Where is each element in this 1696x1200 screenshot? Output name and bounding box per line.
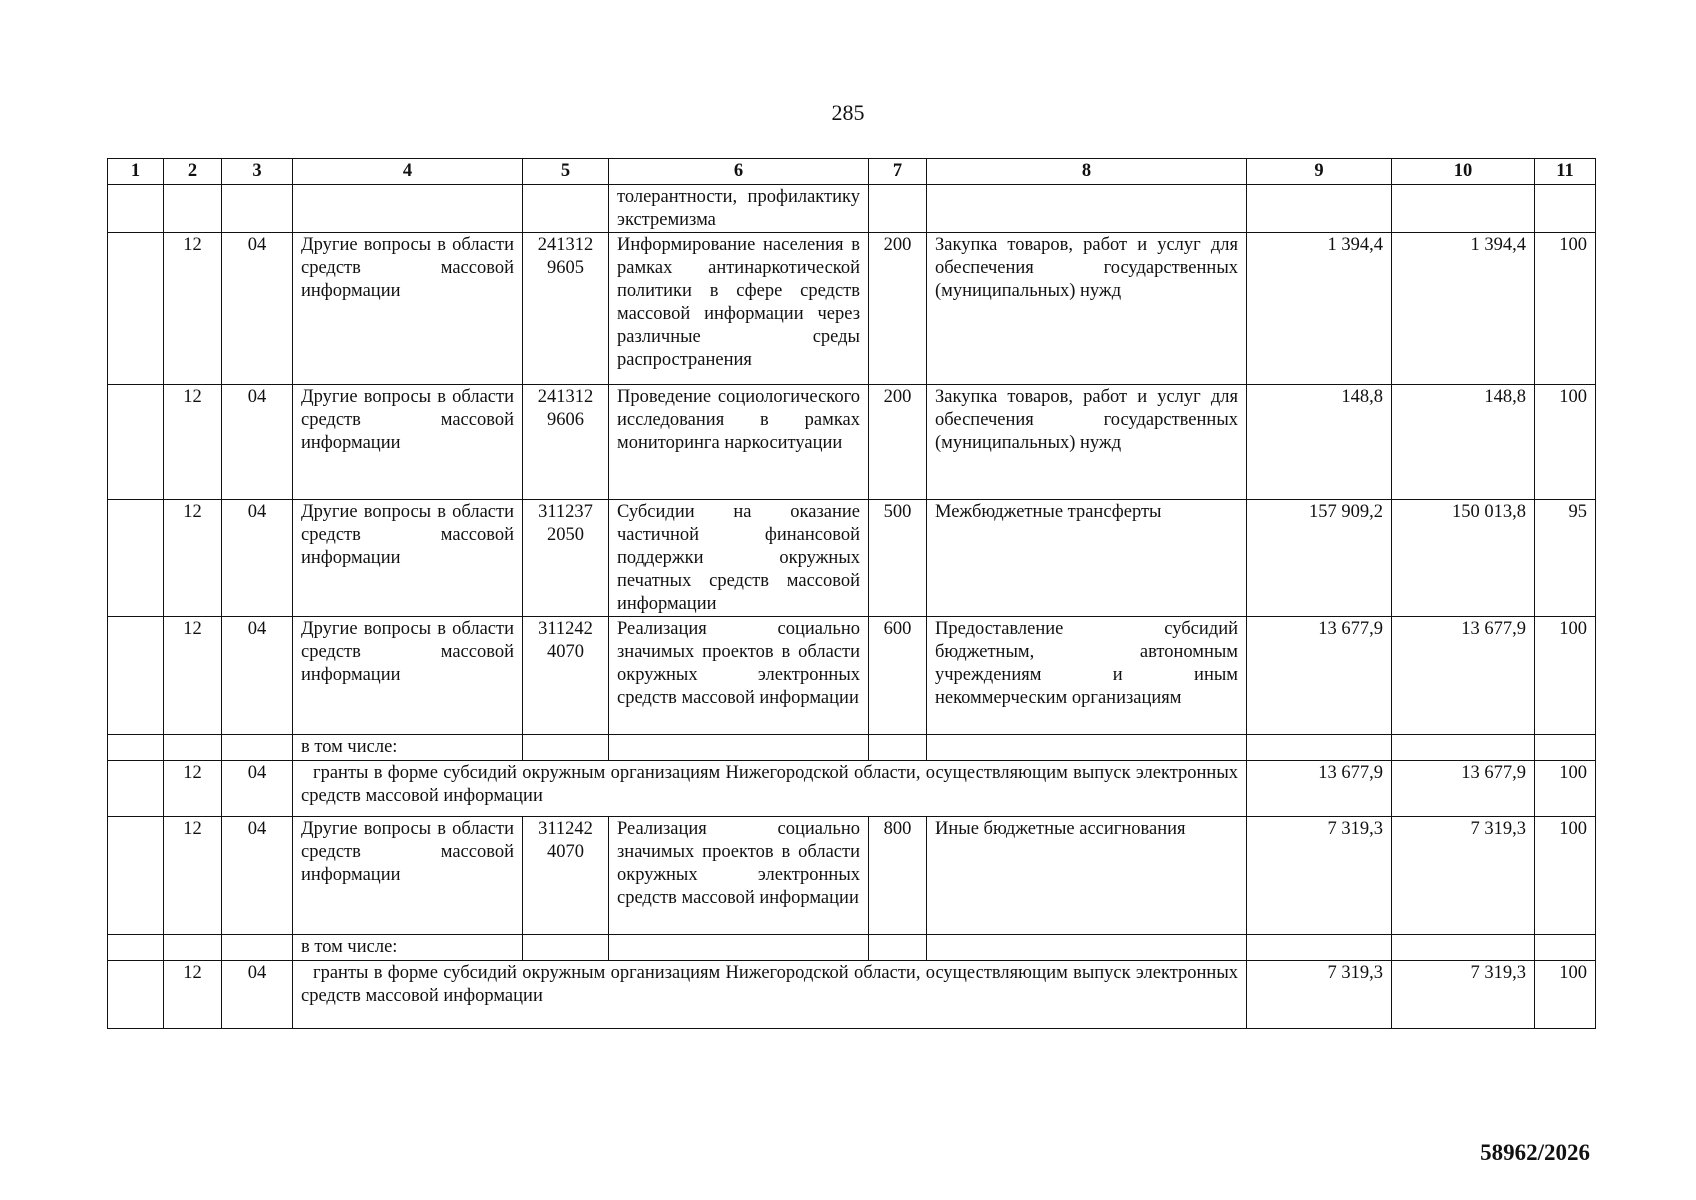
- cell-section-name: Другие вопросы в области средств массовой информации: [293, 617, 523, 735]
- cell-percent: 100: [1535, 233, 1596, 385]
- header-cell: 3: [222, 159, 293, 185]
- cell-purpose: Информирование населения в рамках антинаркотической политики в сфере средств массовой информации через различные среды распространения: [609, 233, 869, 385]
- cell-subsection: 04: [222, 961, 293, 1029]
- cell-percent: 100: [1535, 961, 1596, 1029]
- cell-section-name: Другие вопросы в области средств массовой информации: [293, 500, 523, 617]
- cell-target-code: 311237 2050: [523, 500, 609, 617]
- header-cell: 7: [869, 159, 927, 185]
- cell-section: 12: [164, 385, 222, 500]
- cell-section-name: Другие вопросы в области средств массовой информации: [293, 385, 523, 500]
- grant-row: [108, 961, 1596, 1029]
- table-row: [108, 233, 1596, 385]
- cell-section: 12: [164, 500, 222, 617]
- header-cell: 1: [108, 159, 164, 185]
- cell-planned: 7 319,3: [1247, 817, 1392, 935]
- header-cell: 6: [609, 159, 869, 185]
- cell-section: 12: [164, 817, 222, 935]
- cell-planned: 13 677,9: [1247, 617, 1392, 735]
- grant-description: гранты в форме субсидий окружным организациям Нижегородской области, осуществляющим выпуск электронных средств массовой информации: [293, 961, 1247, 1029]
- cell-percent: 100: [1535, 385, 1596, 500]
- header-cell: 5: [523, 159, 609, 185]
- page-number: 285: [831, 100, 865, 125]
- cell-expense-name: Межбюджетные трансферты: [927, 500, 1247, 617]
- table-row: [108, 817, 1596, 935]
- cell-purpose: толерантности, профилактику экстремизма: [609, 185, 869, 233]
- table-row: [108, 385, 1596, 500]
- cell-planned: 148,8: [1247, 385, 1392, 500]
- table-row-continuation: [108, 185, 1596, 233]
- document-code: 58962/2026: [1480, 1140, 1590, 1165]
- cell-subsection: 04: [222, 817, 293, 935]
- table-row: [108, 500, 1596, 617]
- including-label: в том числе:: [293, 935, 523, 961]
- cell-section-name: Другие вопросы в области средств массовой информации: [293, 233, 523, 385]
- cell-purpose: Проведение социологического исследования в рамках мониторинга наркоситуации: [609, 385, 869, 500]
- grant-description: гранты в форме субсидий окружным организациям Нижегородской области, осуществляющим выпуск электронных средств массовой информации: [293, 761, 1247, 817]
- cell-subsection: 04: [222, 500, 293, 617]
- cell-subsection: 04: [222, 385, 293, 500]
- cell-percent: 95: [1535, 500, 1596, 617]
- cell-planned: 1 394,4: [1247, 233, 1392, 385]
- cell-percent: 100: [1535, 617, 1596, 735]
- cell-actual: 7 319,3: [1392, 961, 1535, 1029]
- cell-target-code: 311242 4070: [523, 617, 609, 735]
- header-cell: 11: [1535, 159, 1596, 185]
- including-label: в том числе:: [293, 735, 523, 761]
- cell-section-name: Другие вопросы в области средств массовой информации: [293, 817, 523, 935]
- cell-target-code: 241312 9605: [523, 233, 609, 385]
- cell-expense-type: 500: [869, 500, 927, 617]
- cell-expense-name: Иные бюджетные ассигнования: [927, 817, 1247, 935]
- cell-expense-name: Предоставление субсидий бюджетным, автономным учреждениям и иным некоммерческим организациям: [927, 617, 1247, 735]
- header-cell: 4: [293, 159, 523, 185]
- cell-planned: 7 319,3: [1247, 961, 1392, 1029]
- cell-purpose: Реализация социально значимых проектов в области окружных электронных средств массовой информации: [609, 617, 869, 735]
- table-row: [108, 617, 1596, 735]
- cell-section: 12: [164, 761, 222, 817]
- including-row: [108, 935, 1596, 961]
- cell-planned: 157 909,2: [1247, 500, 1392, 617]
- cell-target-code: 311242 4070: [523, 817, 609, 935]
- cell-actual: 13 677,9: [1392, 617, 1535, 735]
- cell-planned: 13 677,9: [1247, 761, 1392, 817]
- cell-actual: 7 319,3: [1392, 817, 1535, 935]
- cell-expense-name: Закупка товаров, работ и услуг для обеспечения государственных (муниципальных) нужд: [927, 233, 1247, 385]
- cell-actual: 1 394,4: [1392, 233, 1535, 385]
- cell-section: 12: [164, 233, 222, 385]
- cell-subsection: 04: [222, 617, 293, 735]
- cell-target-code: 241312 9606: [523, 385, 609, 500]
- cell-subsection: 04: [222, 233, 293, 385]
- header-cell: 8: [927, 159, 1247, 185]
- grant-row: [108, 761, 1596, 817]
- budget-table: [107, 158, 1596, 1029]
- cell-expense-type: 200: [869, 233, 927, 385]
- cell-actual: 150 013,8: [1392, 500, 1535, 617]
- cell-expense-type: 600: [869, 617, 927, 735]
- cell-subsection: 04: [222, 761, 293, 817]
- header-row: [108, 159, 1596, 185]
- cell-purpose: Реализация социально значимых проектов в области окружных электронных средств массовой информации: [609, 817, 869, 935]
- cell-section: 12: [164, 617, 222, 735]
- header-cell: 10: [1392, 159, 1535, 185]
- header-cell: 9: [1247, 159, 1392, 185]
- cell-actual: 148,8: [1392, 385, 1535, 500]
- cell-actual: 13 677,9: [1392, 761, 1535, 817]
- cell-percent: 100: [1535, 761, 1596, 817]
- cell-expense-type: 800: [869, 817, 927, 935]
- cell-section: 12: [164, 961, 222, 1029]
- cell-purpose: Субсидии на оказание частичной финансовой поддержки окружных печатных средств массовой информации: [609, 500, 869, 617]
- cell-expense-name: Закупка товаров, работ и услуг для обеспечения государственных (муниципальных) нужд: [927, 385, 1247, 500]
- header-cell: 2: [164, 159, 222, 185]
- cell-expense-type: 200: [869, 385, 927, 500]
- cell-percent: 100: [1535, 817, 1596, 935]
- including-row: [108, 735, 1596, 761]
